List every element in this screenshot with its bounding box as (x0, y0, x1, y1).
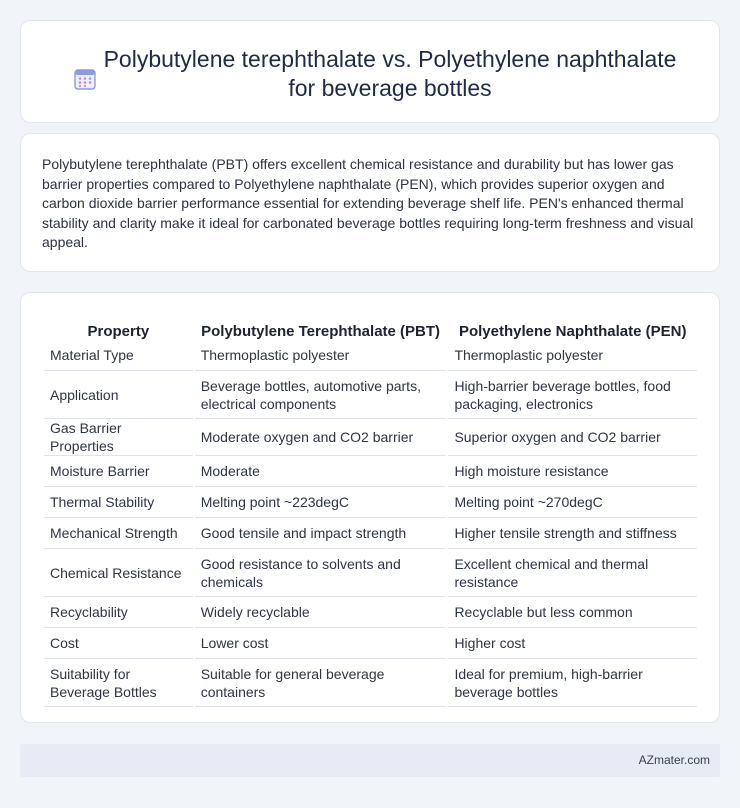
pen-cell: High-barrier beverage bottles, food packaging, electronics (448, 371, 697, 419)
table-row (44, 340, 697, 371)
table-row (44, 659, 697, 707)
property-cell: Suitability for Beverage Bottles (44, 659, 193, 707)
pbt-cell: Beverage bottles, automotive parts, electrical components (195, 371, 447, 419)
property-cell: Material Type (44, 340, 193, 371)
property-cell: Gas Barrier Properties (44, 419, 193, 456)
pen-cell: Higher tensile strength and stiffness (448, 518, 697, 549)
table-row (44, 456, 697, 487)
footer-bar (20, 744, 720, 777)
table-row (44, 487, 697, 518)
pen-cell: Superior oxygen and CO2 barrier (448, 419, 697, 456)
property-cell: Mechanical Strength (44, 518, 193, 549)
pbt-cell: Moderate (195, 456, 447, 487)
pen-cell: Thermoplastic polyester (448, 340, 697, 371)
property-cell: Recyclability (44, 597, 193, 628)
header-property: Property (87, 323, 150, 340)
page-title: Polybutylene terephthalate vs. Polyethylene naphthalate for beverage bottles (103, 46, 677, 101)
table-row (44, 628, 697, 659)
property-cell: Chemical Resistance (44, 549, 193, 597)
summary-card (20, 133, 720, 272)
pen-cell: Recyclable but less common (448, 597, 697, 628)
comparison-card (20, 292, 720, 723)
pen-cell: Melting point ~270degC (448, 487, 697, 518)
pen-cell: Ideal for premium, high-barrier beverage bottles (448, 659, 697, 707)
table-header-row (44, 314, 697, 340)
title-card (20, 20, 720, 123)
pbt-cell: Good tensile and impact strength (195, 518, 447, 549)
table-row (44, 597, 697, 628)
pen-cell: High moisture resistance (448, 456, 697, 487)
comparison-table (42, 314, 699, 707)
table-row (44, 371, 697, 419)
table-row (44, 549, 697, 597)
pbt-cell: Melting point ~223degC (195, 487, 447, 518)
property-cell: Application (44, 371, 193, 419)
table-row (44, 419, 697, 456)
header-pen: Polyethylene Naphthalate (PEN) (458, 323, 687, 340)
pen-cell: Excellent chemical and thermal resistance (448, 549, 697, 597)
pbt-cell: Suitable for general beverage containers (195, 659, 447, 707)
footer-brand: AZmater.com (638, 753, 710, 767)
pen-cell: Higher cost (448, 628, 697, 659)
summary-paragraph: Polybutylene terephthalate (PBT) offers excellent chemical resistance and durability but has lower gas barrier properties compared to Polyethylene naphthalate (PEN), which provides superior oxygen and carbon dioxide barrier performance essential for extending beverage shelf life. PEN's enhanced thermal stability and clarity make it ideal for carbonated beverage bottles requiring long-term freshness and visual appeal. (42, 156, 694, 250)
pbt-cell: Lower cost (195, 628, 447, 659)
header-pbt: Polybutylene Terephthalate (PBT) (201, 323, 441, 340)
pbt-cell: Moderate oxygen and CO2 barrier (195, 419, 447, 456)
property-cell: Moisture Barrier (44, 456, 193, 487)
property-cell: Thermal Stability (44, 487, 193, 518)
property-cell: Cost (44, 628, 193, 659)
pbt-cell: Thermoplastic polyester (195, 340, 447, 371)
pbt-cell: Good resistance to solvents and chemicals (195, 549, 447, 597)
pbt-cell: Widely recyclable (195, 597, 447, 628)
table-row (44, 518, 697, 549)
